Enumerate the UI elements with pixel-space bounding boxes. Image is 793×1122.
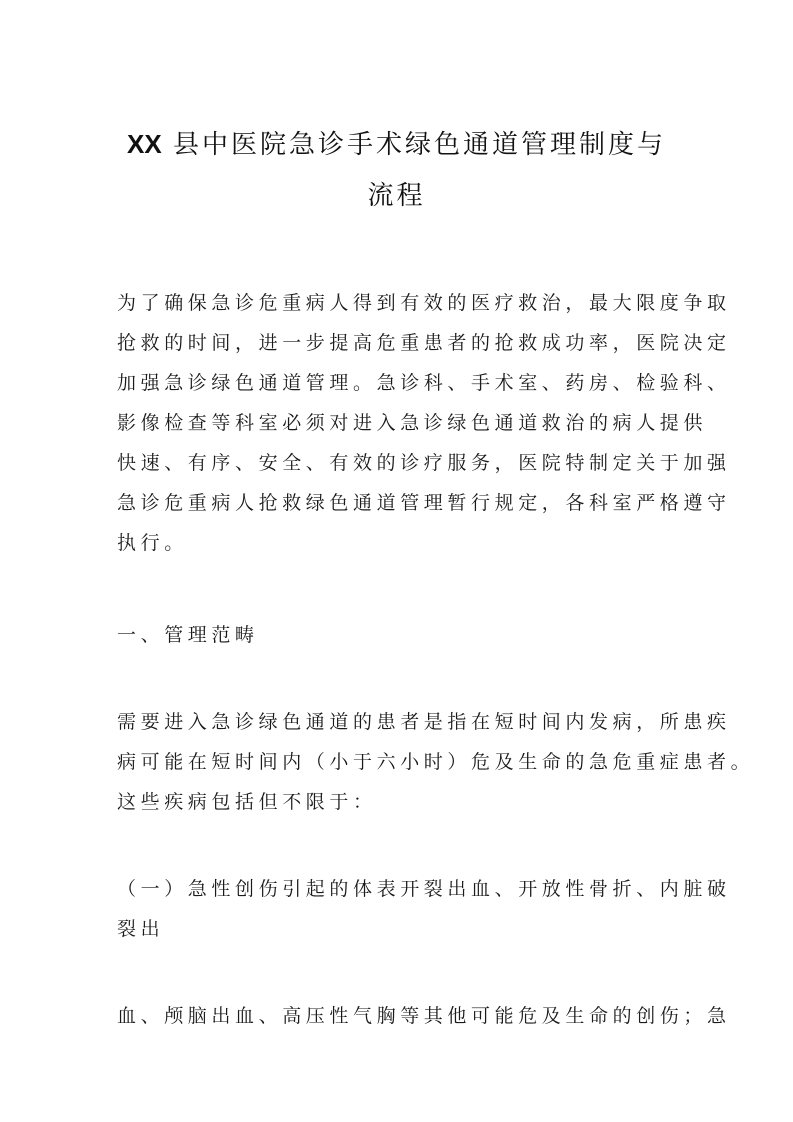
intro-paragraph-line: 抢救的时间，进一步提高危重患者的抢救成功率，医院决定 (117, 332, 731, 354)
intro-paragraph-line: 加强急诊绿色通道管理。急诊科、手术室、药房、检验科、 (117, 372, 731, 394)
intro-paragraph-line: 为了确保急诊危重病人得到有效的医疗救治，最大限度争取 (117, 292, 731, 314)
section-heading: 一、管理范畴 (117, 624, 259, 646)
intro-paragraph-line: 执行。 (117, 532, 188, 554)
title-prefix: XX (127, 129, 162, 159)
scope-paragraph-line: 病可能在短时间内（小于六小时）危及生命的急危重症患者。 (117, 751, 755, 773)
document-title-line-2: 流程 (367, 181, 426, 211)
intro-paragraph-line: 急诊危重病人抢救绿色通道管理暂行规定，各科室严格遵守 (117, 492, 731, 514)
list-item-line: （一）急性创伤引起的体表开裂出血、开放性骨折、内脏破 (117, 878, 731, 900)
list-item-continued-line: 血、颅脑出血、高压性气胸等其他可能危及生命的创伤；急 (117, 1005, 731, 1027)
title-text: 县中医院急诊手术绿色通道管理制度与 (161, 130, 666, 160)
document-title-line-1 (110, 116, 683, 173)
intro-paragraph-line: 影像检查等科室必须对进入急诊绿色通道救治的病人提供 (117, 412, 708, 434)
scope-paragraph-line: 需要进入急诊绿色通道的患者是指在短时间内发病，所患疾 (117, 711, 731, 733)
list-item-line: 裂出 (117, 918, 165, 940)
intro-paragraph-line: 快速、有序、安全、有效的诊疗服务，医院特制定关于加强 (117, 452, 731, 474)
scope-paragraph-line: 这些疾病包括但不限于： (117, 791, 377, 813)
